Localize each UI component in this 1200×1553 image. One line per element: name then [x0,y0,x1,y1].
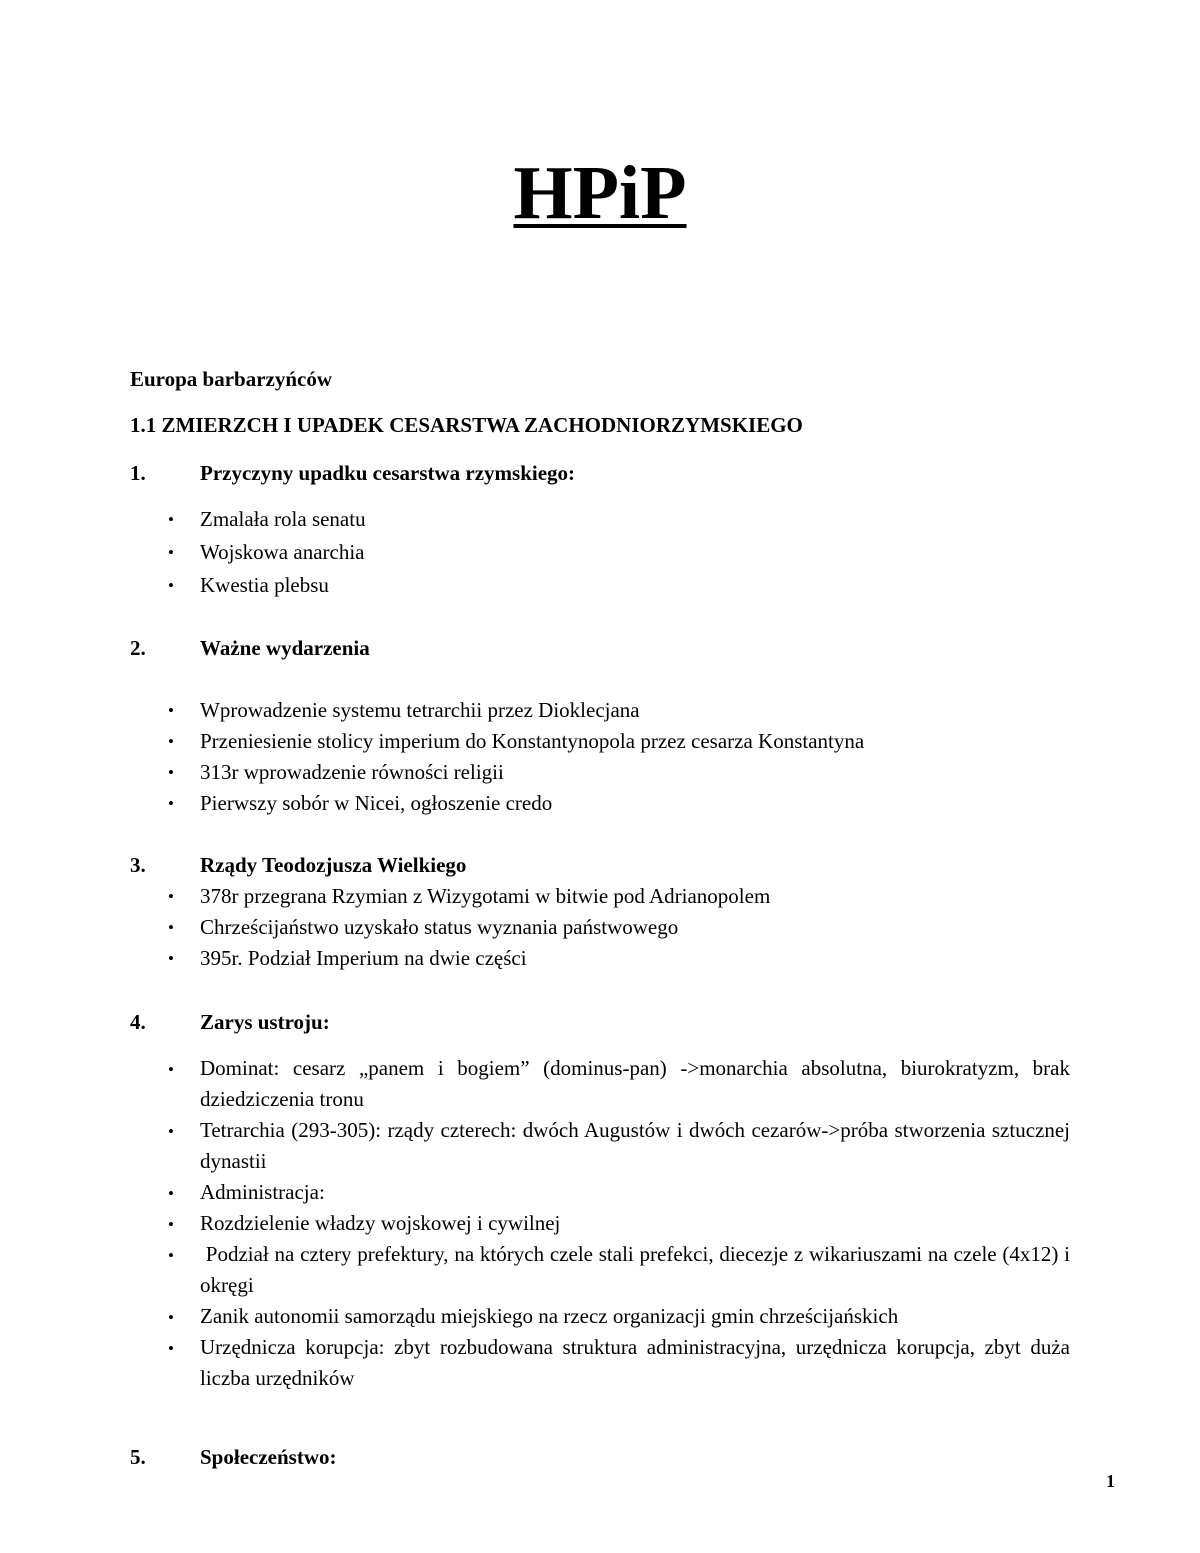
bullet-icon: • [168,1184,174,1203]
document-subtitle: Europa barbarzyńców [130,367,333,391]
list-item: Zmalała rola senatu [200,507,366,531]
bullet-icon: • [168,1215,174,1234]
list-item: Urzędnicza korupcja: zbyt rozbudowana struktura administracyjna, urzędnicza korupcja, zbyt duża liczba urzędników [200,1335,1070,1390]
bullet-icon: • [168,794,174,813]
section-number: 1. [130,461,146,485]
list-item: 313r wprowadzenie równości religii [200,760,504,784]
bullet-icon: • [168,510,174,529]
bullet-icon: • [168,543,174,562]
section-number: 2. [130,636,146,660]
bullet-icon: • [168,887,174,906]
bullet-icon: • [168,1060,174,1079]
list-item: Tetrarchia (293-305): rządy czterech: dwóch Augustów i dwóch cezarów->próba stworzenia sztucznej dynastii [200,1118,1070,1173]
bullet-icon: • [168,918,174,937]
list-item: Kwestia plebsu [200,573,329,597]
section-heading: Zarys ustroju: [200,1010,330,1034]
section-heading: Rządy Teodozjusza Wielkiego [200,853,467,877]
list-item: Chrześcijaństwo uzyskało status wyznania państwowego [200,915,679,939]
bullet-icon: • [168,1246,174,1265]
section-number: 4. [130,1010,146,1034]
bullet-icon: • [168,701,174,720]
section-number: 5. [130,1445,146,1469]
section-number: 3. [130,853,146,877]
section-heading: Przyczyny upadku cesarstwa rzymskiego: [200,461,576,485]
list-item: Wojskowa anarchia [200,540,365,564]
chapter-heading: 1.1 ZMIERZCH I UPADEK CESARSTWA ZACHODNIORZYMSKIEGO [130,413,803,437]
bullet-icon: • [168,1122,174,1141]
section-heading: Społeczeństwo: [200,1445,337,1469]
bullet-icon: • [168,1339,174,1358]
document-title: HPiP [513,151,687,235]
bullet-icon: • [168,576,174,595]
list-item: Przeniesienie stolicy imperium do Konstantynopola przez cesarza Konstantyna [200,729,865,753]
list-item: 395r. Podział Imperium na dwie części [200,946,527,970]
list-item: Zanik autonomii samorządu miejskiego na rzecz organizacji gmin chrześcijańskich [200,1304,899,1328]
list-item: Administracja: [200,1180,325,1204]
section-heading: Ważne wydarzenia [200,636,370,660]
page-number: 1 [1106,1471,1115,1491]
list-item: Wprowadzenie systemu tetrarchii przez Dioklecjana [200,698,640,722]
bullet-icon: • [168,732,174,751]
list-item: Dominat: cesarz „panem i bogiem” (dominus-pan) ->monarchia absolutna, biurokratyzm, brak dziedziczenia tronu [200,1056,1070,1111]
list-item: Podział na cztery prefektury, na których czele stali prefekci, diecezje z wikariuszami na czele (4x12) i okręgi [200,1242,1076,1297]
bullet-icon: • [168,1308,174,1327]
list-item: 378r przegrana Rzymian z Wizygotami w bitwie pod Adrianopolem [200,884,771,908]
list-item: Pierwszy sobór w Nicei, ogłoszenie credo [200,791,553,815]
bullet-icon: • [168,949,174,968]
bullet-icon: • [168,763,174,782]
list-item: Rozdzielenie władzy wojskowej i cywilnej [200,1211,561,1235]
